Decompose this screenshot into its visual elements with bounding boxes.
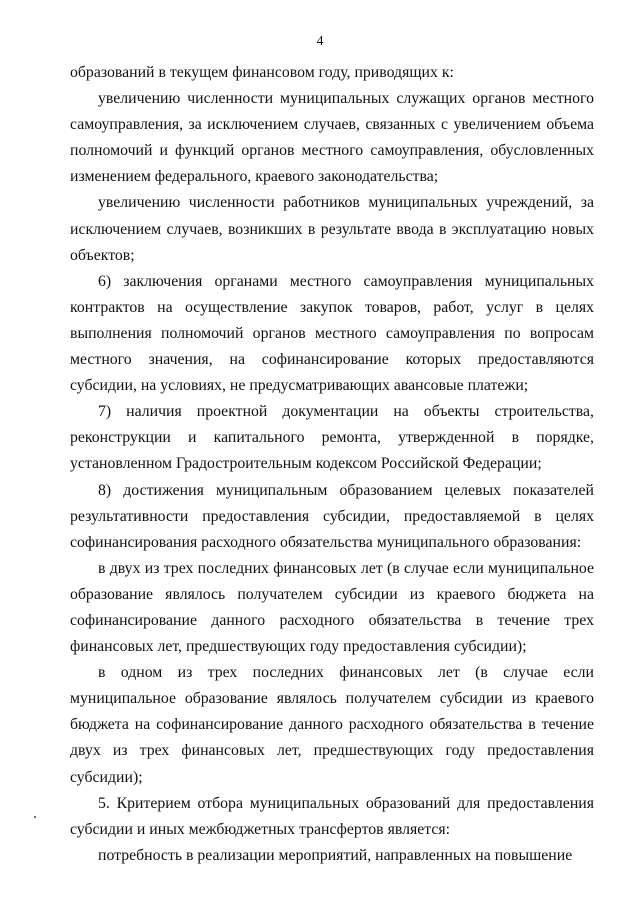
paragraph-continuation: образований в текущем финансовом году, приводящих к: — [70, 64, 454, 81]
document-body — [70, 60, 594, 869]
paragraph-item-7: 7) наличия проектной документации на объекты строительства, реконструкции и капитального ремонта, утвержденной в порядке, установленном Градостроительным кодексом Российской Федерации; — [70, 403, 594, 473]
scan-dot — [34, 816, 36, 818]
paragraph-employees-municipal-servants: увеличению численности муниципальных служащих органов местного самоуправления, за исключением случаев, связанных с увеличением объема полномочий и функций органов местного самоуправления, обусловленных изменением федерального, краевого законодательства; — [70, 90, 594, 186]
paragraph-employees-institutions: увеличению численности работников муниципальных учреждений, за исключением случаев, возникших в результате ввода в эксплуатацию новых объектов; — [70, 194, 594, 264]
paragraph-need: потребность в реализации мероприятий, направленных на повышение — [98, 846, 573, 864]
paragraph-item-8: 8) достижения муниципальным образованием целевых показателей результативности предоставления субсидии, предоставляемой в целях софинансирования расходного обязательства муниципального образования: — [70, 481, 594, 551]
paragraph-item-5-criterion: 5. Критерием отбора муниципальных образований для предоставления субсидии и иных межбюджетных трансфертов является: — [70, 794, 594, 838]
paragraph-two-of-three-years: в двух из трех последних финансовых лет (в случае если муниципальное образование являлось получателем субсидии из краевого бюджета на софинансирование данного расходного обязательства в течение трех финансовых лет, предшествующих году предоставления субсидии); — [70, 559, 594, 656]
page-number: 4 — [316, 34, 324, 49]
paragraph-item-6: 6) заключения органами местного самоуправления муниципальных контрактов на осуществление закупок товаров, работ, услуг в целях выполнения полномочий органов местного самоуправления по вопросам местного значения, на софинансирование которых предоставляются субсидии, на условиях, не предусматривающих авансовые платежи; — [70, 272, 594, 395]
paragraph-one-of-three-years: в одном из трех последних финансовых лет (в случае если муниципальное образование являлось получателем субсидии из краевого бюджета на софинансирование данного расходного обязательства в течение двух из трех финансовых лет, предшествующих году предоставления субсидии); — [70, 664, 594, 786]
